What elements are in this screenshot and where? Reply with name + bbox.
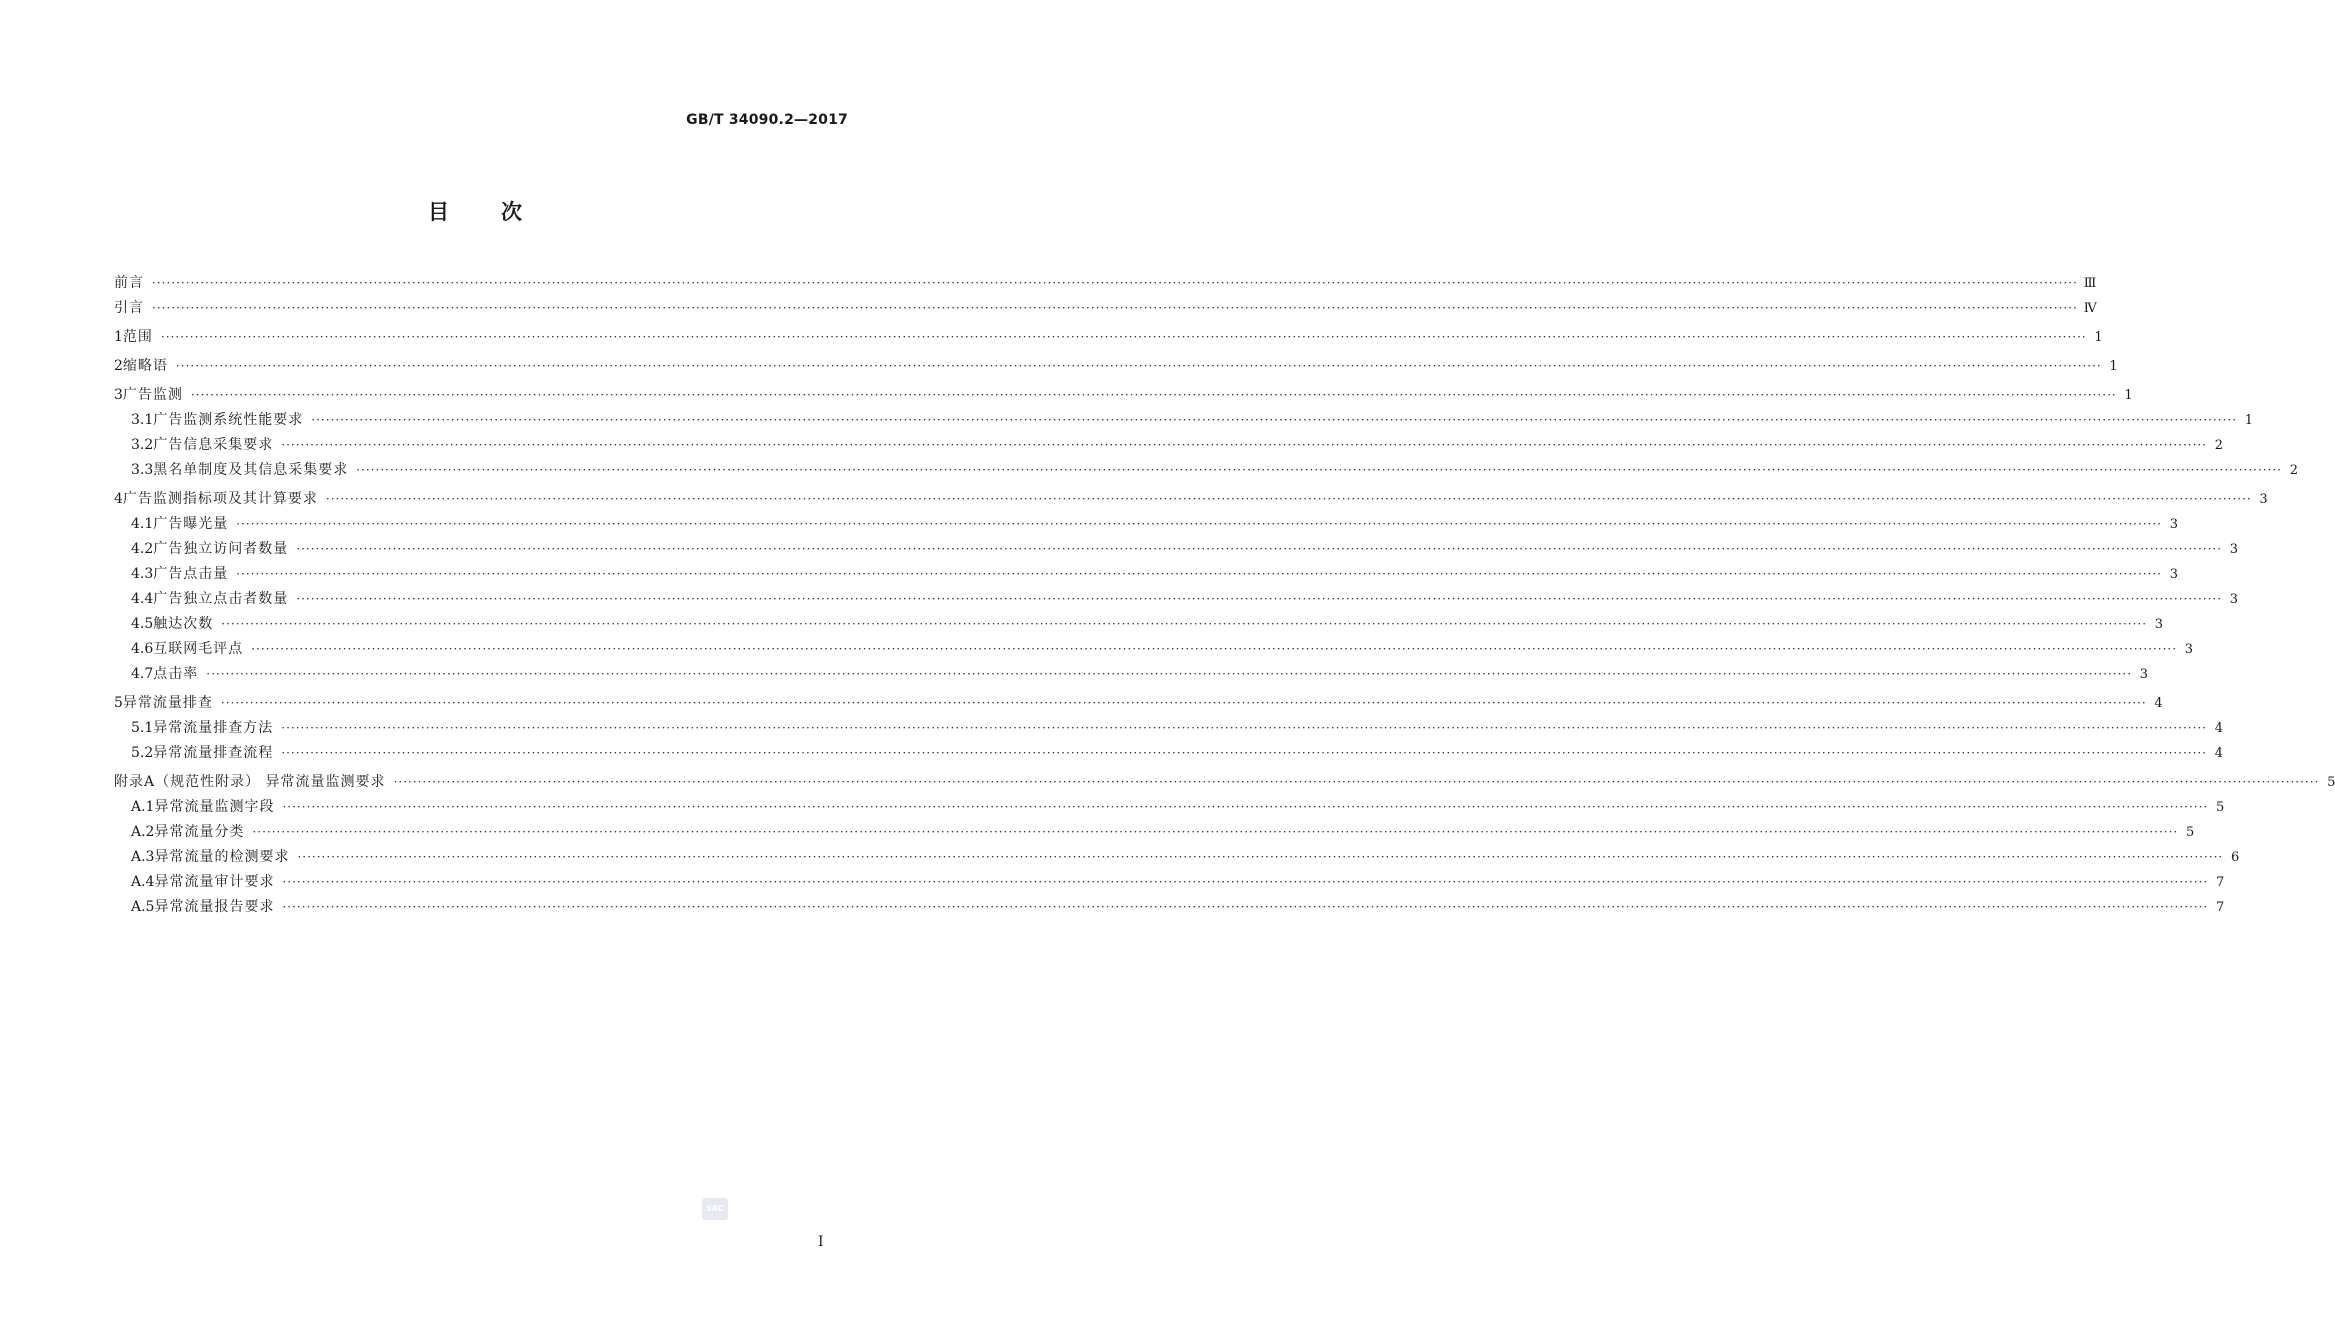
table-of-contents <box>114 271 2335 920</box>
toc-entry-number: 3 <box>114 387 123 403</box>
toc-entry-number: 4 <box>114 491 123 507</box>
toc-entry-number: A.1 <box>131 799 155 815</box>
toc-entry-page: 1 <box>2124 388 2133 403</box>
toc-entry-label: 异常流量排查方法 <box>153 720 274 736</box>
toc-entry-page: 3 <box>2184 642 2194 657</box>
toc-entry[interactable] <box>114 870 2225 895</box>
toc-entry-page: 1 <box>2109 359 2118 374</box>
dot-leader: ················································································································································································································································································································································································································ <box>251 642 2178 656</box>
toc-entry-label: 广告监测 <box>122 387 183 403</box>
toc-entry-label: 异常流量报告要求 <box>154 899 275 915</box>
toc-entry-number: 4.3 <box>131 566 154 582</box>
toc-entry-page: 4 <box>2214 721 2224 736</box>
dot-leader: ················································································································································································································································································································································································································ <box>325 492 2252 506</box>
dot-leader: ················································································································································································································································································································································································································ <box>296 542 2223 556</box>
toc-entry[interactable] <box>114 458 2299 483</box>
dot-leader: ················································································································································································································································································································································································································ <box>236 517 2163 531</box>
toc-entry-page: 7 <box>2215 875 2225 890</box>
toc-entry-page: 4 <box>2214 746 2224 761</box>
toc-entry-label: 异常流量审计要求 <box>154 874 275 890</box>
toc-entry[interactable] <box>114 820 2195 845</box>
toc-entry-label: 互联网毛评点 <box>153 641 244 657</box>
dot-leader: ················································································································································································································································································································································································································ <box>281 721 2208 735</box>
dot-leader: ················································································································································································································································································································································································································ <box>281 438 2208 452</box>
dot-leader: ················································································································································································································································································································································································································ <box>221 617 2148 631</box>
toc-entry-label: 附录A（规范性附录） 异常流量监测要求 <box>114 774 386 790</box>
toc-entry-label: 引言 <box>114 300 144 316</box>
toc-entry-label: 异常流量排查 <box>122 695 213 711</box>
dot-leader: ················································································································································································································································································································································································································ <box>356 463 2283 477</box>
toc-entry-page: 3 <box>2169 517 2179 532</box>
dot-leader: ················································································································································································································································································································································································································ <box>393 775 2320 789</box>
toc-entry-label: 触达次数 <box>153 616 214 632</box>
toc-entry-page: 3 <box>2169 567 2179 582</box>
toc-entry[interactable] <box>114 770 2335 795</box>
toc-entry-page: 1 <box>2244 413 2254 428</box>
dot-leader: ················································································································································································································································································································································································································ <box>206 667 2133 681</box>
toc-entry-number: 4.1 <box>131 516 154 532</box>
toc-entry[interactable] <box>114 354 2118 379</box>
toc-entry[interactable] <box>114 637 2194 662</box>
toc-entry-page: 3 <box>2229 592 2239 607</box>
toc-entry[interactable] <box>114 433 2224 458</box>
dot-leader: ················································································································································································································································································································································································································ <box>281 746 2208 760</box>
toc-entry-number: 4.4 <box>131 591 154 607</box>
toc-entry-number: A.2 <box>131 824 155 840</box>
toc-entry-label: 异常流量分类 <box>154 824 245 840</box>
title-char-1: 目 <box>428 200 449 224</box>
toc-entry-page: 7 <box>2215 900 2225 915</box>
toc-entry[interactable] <box>114 512 2179 537</box>
dot-leader: ················································································································································································································································································································································································································ <box>282 800 2209 814</box>
page-number: I <box>818 1234 824 1250</box>
toc-entry[interactable] <box>114 845 2240 870</box>
toc-entry-number: 1 <box>114 329 123 345</box>
toc-entry-page: 5 <box>2327 775 2335 790</box>
standard-code: GB/T 34090.2—2017 <box>686 112 848 128</box>
toc-entry[interactable] <box>114 612 2164 637</box>
toc-entry-label: 黑名单制度及其信息采集要求 <box>153 462 349 478</box>
toc-entry-number: 3.2 <box>131 437 154 453</box>
toc-entry-number: A.3 <box>131 849 155 865</box>
toc-entry-number: 3.3 <box>131 462 154 478</box>
toc-entry-label: 广告点击量 <box>153 566 229 582</box>
toc-entry-number: 4.6 <box>131 641 154 657</box>
dot-leader: ················································································································································································································································································································································································································ <box>152 276 2078 290</box>
toc-entry-page: 3 <box>2154 617 2164 632</box>
toc-entry-number: 2 <box>114 358 123 374</box>
toc-entry-page: 3 <box>2229 542 2239 557</box>
dot-leader: ················································································································································································································································································································································································································ <box>190 388 2117 402</box>
toc-entry-label: 异常流量排查流程 <box>153 745 274 761</box>
toc-entry-number: A.4 <box>131 874 155 890</box>
dot-leader: ················································································································································································································································································································································································································ <box>297 850 2224 864</box>
toc-entry-page: 1 <box>2094 330 2103 345</box>
dot-leader: ················································································································································································································································································································································································································ <box>152 301 2078 315</box>
toc-entry-label: 广告监测系统性能要求 <box>153 412 304 428</box>
toc-entry-label: 缩略语 <box>122 358 168 374</box>
toc-entry-number: 5.2 <box>131 745 154 761</box>
dot-leader: ················································································································································································································································································································································································································ <box>282 875 2209 889</box>
toc-entry-label: 异常流量的检测要求 <box>154 849 290 865</box>
page-title <box>0 196 950 226</box>
toc-entry[interactable] <box>114 562 2179 587</box>
toc-entry-label: 异常流量监测字段 <box>154 799 275 815</box>
toc-entry-page: 4 <box>2154 696 2163 711</box>
toc-entry[interactable] <box>114 662 2149 687</box>
dot-leader: ················································································································································································································································································································································································································ <box>252 825 2179 839</box>
toc-entry[interactable] <box>114 325 2103 350</box>
toc-entry-label: 广告独立访问者数量 <box>153 541 289 557</box>
toc-entry-number: 3.1 <box>131 412 154 428</box>
toc-entry[interactable] <box>114 408 2254 433</box>
toc-entry-label: 广告独立点击者数量 <box>153 591 289 607</box>
toc-entry-label: 广告曝光量 <box>153 516 229 532</box>
toc-entry-page: 2 <box>2214 438 2224 453</box>
toc-entry[interactable] <box>114 487 2268 512</box>
dot-leader: ················································································································································································································································································································································································································ <box>220 696 2147 710</box>
toc-entry[interactable] <box>114 795 2225 820</box>
toc-entry-label: 前言 <box>114 275 144 291</box>
toc-entry[interactable] <box>114 691 2163 716</box>
toc-entry[interactable] <box>114 741 2224 766</box>
toc-entry[interactable] <box>114 271 2097 296</box>
dot-leader: ················································································································································································································································································································································································································ <box>175 359 2102 373</box>
toc-entry[interactable] <box>114 587 2239 612</box>
toc-entry-page: 6 <box>2230 850 2240 865</box>
dot-leader: ················································································································································································································································································································································································································ <box>296 592 2223 606</box>
toc-entry[interactable] <box>114 296 2097 321</box>
toc-entry-page: 5 <box>2215 800 2225 815</box>
toc-entry-label: 点击率 <box>153 666 199 682</box>
toc-entry-number: 5 <box>114 695 123 711</box>
toc-entry-page: 3 <box>2139 667 2149 682</box>
dot-leader: ················································································································································································································································································································································································································ <box>311 413 2238 427</box>
toc-entry-page: 5 <box>2185 825 2195 840</box>
toc-entry-number: 4.5 <box>131 616 154 632</box>
dot-leader: ················································································································································································································································································································································································································ <box>282 900 2209 914</box>
toc-entry-number: A.5 <box>131 899 155 915</box>
toc-entry-label: 广告监测指标项及其计算要求 <box>122 491 318 507</box>
toc-entry[interactable] <box>114 383 2133 408</box>
toc-entry[interactable] <box>114 537 2239 562</box>
toc-entry-label: 广告信息采集要求 <box>153 437 274 453</box>
toc-entry-page: 2 <box>2289 463 2299 478</box>
dot-leader: ················································································································································································································································································································································································································ <box>236 567 2163 581</box>
toc-entry-label: 范围 <box>122 329 153 345</box>
toc-entry-number: 5.1 <box>131 720 154 736</box>
toc-entry-page: Ⅲ <box>2083 276 2097 291</box>
toc-entry-number: 4.7 <box>131 666 154 682</box>
title-char-2: 次 <box>501 200 522 224</box>
toc-entry-number: 4.2 <box>131 541 154 557</box>
dot-leader: ················································································································································································································································································································································································································ <box>160 330 2087 344</box>
toc-entry[interactable] <box>114 716 2224 741</box>
toc-entry-page: Ⅳ <box>2083 301 2097 316</box>
watermark-logo: SRC <box>702 1198 728 1220</box>
toc-entry[interactable] <box>114 895 2225 920</box>
toc-entry-page: 3 <box>2259 492 2268 507</box>
